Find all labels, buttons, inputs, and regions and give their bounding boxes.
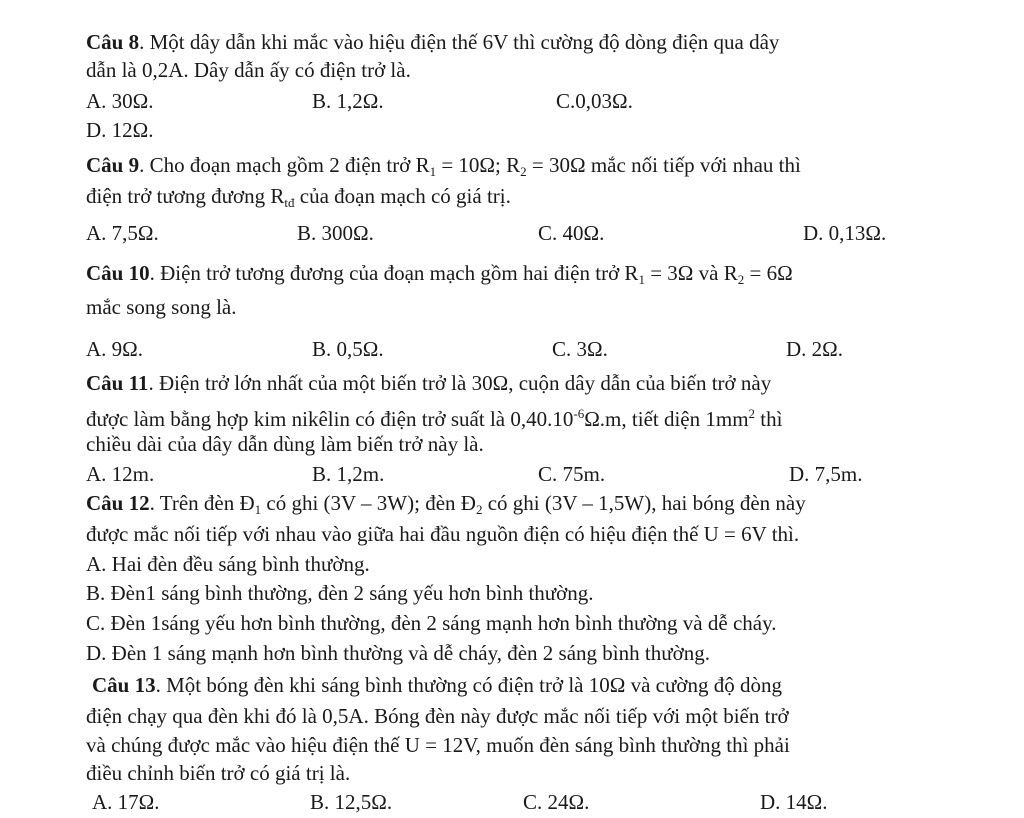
q9-text-1b: = 10Ω; R bbox=[436, 153, 521, 177]
q11-line2 bbox=[86, 401, 782, 432]
q12-line2: được mắc nối tiếp với nhau vào giữa hai đầu nguồn điện có hiệu điện thế U = 6V thì. bbox=[86, 522, 800, 546]
q11-option-d: D. 7,5m. bbox=[789, 462, 863, 486]
q12-option-a: A. Hai đèn đều sáng bình thường. bbox=[86, 552, 370, 576]
q11-option-c: C. 75m. bbox=[538, 462, 606, 486]
q9-text-1a: . Cho đoạn mạch gồm 2 điện trở R bbox=[139, 153, 430, 177]
q13-line4: điều chỉnh biến trở có giá trị là. bbox=[86, 761, 351, 785]
q11-text-2b: Ω.m, tiết diện 1mm bbox=[584, 407, 749, 431]
q10-number: Câu 10 bbox=[86, 261, 150, 285]
q9-option-c: C. 40Ω. bbox=[538, 221, 605, 245]
q12-text-1b: có ghi (3V – 3W); đèn Đ bbox=[261, 491, 476, 515]
q11-line1 bbox=[86, 370, 771, 396]
q8-option-b: B. 1,2Ω. bbox=[312, 89, 384, 113]
q9-text-2b: của đoạn mạch có giá trị. bbox=[294, 184, 511, 208]
q9-text-1c: = 30Ω mắc nối tiếp với nhau thì bbox=[526, 153, 801, 177]
q13-option-d: D. 14Ω. bbox=[760, 790, 828, 814]
q10-text-1c: = 6Ω bbox=[744, 261, 793, 285]
q8-option-c: C.0,03Ω. bbox=[556, 89, 633, 113]
q11-text-1: . Điện trở lớn nhất của một biến trở là 30Ω, cuộn dây dẫn của biến trở này bbox=[148, 371, 772, 395]
q10-text-1a: . Điện trở tương đương của đoạn mạch gồm hai điện trở R bbox=[149, 261, 639, 285]
q10-sub-1: 1 bbox=[638, 272, 645, 287]
q9-line1 bbox=[86, 152, 801, 185]
q13-line2: điện chạy qua đèn khi đó là 0,5A. Bóng đèn này được mắc nối tiếp với một biến trở bbox=[86, 704, 789, 728]
q8-number: Câu 8 bbox=[86, 30, 140, 54]
q13-number: Câu 13 bbox=[92, 673, 156, 697]
q12-option-d: D. Đèn 1 sáng mạnh hơn bình thường và dễ cháy, đèn 2 sáng bình thường. bbox=[86, 641, 710, 665]
q13-text-1: . Một bóng đèn khi sáng bình thường có điện trở là 10Ω và cường độ dòng bbox=[155, 673, 782, 697]
q11-text-2c: thì bbox=[755, 407, 783, 431]
q11-line3: chiều dài của dây dẫn dùng làm biến trở này là. bbox=[86, 432, 484, 456]
q10-text-1b: = 3Ω và R bbox=[644, 261, 738, 285]
q10-option-c: C. 3Ω. bbox=[552, 337, 608, 361]
q8-line2: dẫn là 0,2A. Dây dẫn ấy có điện trở là. bbox=[86, 58, 411, 82]
q11-number: Câu 11 bbox=[86, 371, 149, 395]
q9-sub-2: 2 bbox=[520, 164, 527, 179]
q10-option-d: D. 2Ω. bbox=[786, 337, 844, 361]
q10-line1 bbox=[86, 260, 793, 293]
q8-text-1: . Một dây dẫn khi mắc vào hiệu điện thế 6V thì cường độ dòng điện qua dây bbox=[139, 30, 780, 54]
q11-option-a: A. 12m. bbox=[86, 462, 155, 486]
q12-text-1a: . Trên đèn Đ bbox=[149, 491, 255, 515]
q9-sub-3: tđ bbox=[284, 195, 295, 210]
q10-option-a: A. 9Ω. bbox=[86, 337, 144, 361]
q11-sup-1: -6 bbox=[573, 406, 585, 421]
q12-option-b: B. Đèn1 sáng bình thường, đèn 2 sáng yếu hơn bình thường. bbox=[86, 581, 594, 605]
q13-option-b: B. 12,5Ω. bbox=[310, 790, 393, 814]
q9-option-d: D. 0,13Ω. bbox=[803, 221, 887, 245]
q10-option-b: B. 0,5Ω. bbox=[312, 337, 384, 361]
q13-line3: và chúng được mắc vào hiệu điện thế U = 12V, muốn đèn sáng bình thường thì phải bbox=[86, 733, 790, 757]
q9-line2 bbox=[86, 183, 511, 216]
q9-text-2a: điện trở tương đương R bbox=[86, 184, 285, 208]
q8-option-d: D. 12Ω. bbox=[86, 118, 154, 142]
q12-option-c: C. Đèn 1sáng yếu hơn bình thường, đèn 2 sáng mạnh hơn bình thường và dễ cháy. bbox=[86, 611, 777, 635]
q11-sup-2: 2 bbox=[748, 406, 756, 421]
q8-option-a: A. 30Ω. bbox=[86, 89, 154, 113]
q13-line1 bbox=[92, 672, 782, 698]
q12-text-1c: có ghi (3V – 1,5W), hai bóng đèn này bbox=[482, 491, 806, 515]
q12-line1 bbox=[86, 490, 806, 523]
q10-line2: mắc song song là. bbox=[86, 295, 237, 319]
q8-line1 bbox=[86, 29, 779, 55]
q13-option-c: C. 24Ω. bbox=[523, 790, 590, 814]
q12-sub-1: 1 bbox=[254, 502, 262, 517]
q9-sub-1: 1 bbox=[429, 164, 437, 179]
q9-option-b: B. 300Ω. bbox=[297, 221, 374, 245]
q10-sub-2: 2 bbox=[737, 272, 745, 287]
q9-number: Câu 9 bbox=[86, 153, 140, 177]
q9-option-a: A. 7,5Ω. bbox=[86, 221, 159, 245]
q11-option-b: B. 1,2m. bbox=[312, 462, 385, 486]
q11-text-2a: được làm bằng hợp kim nikêlin có điện trở suất là 0,40.10 bbox=[86, 407, 574, 431]
q13-option-a: A. 17Ω. bbox=[92, 790, 160, 814]
q12-sub-2: 2 bbox=[475, 502, 483, 517]
q12-number: Câu 12 bbox=[86, 491, 150, 515]
